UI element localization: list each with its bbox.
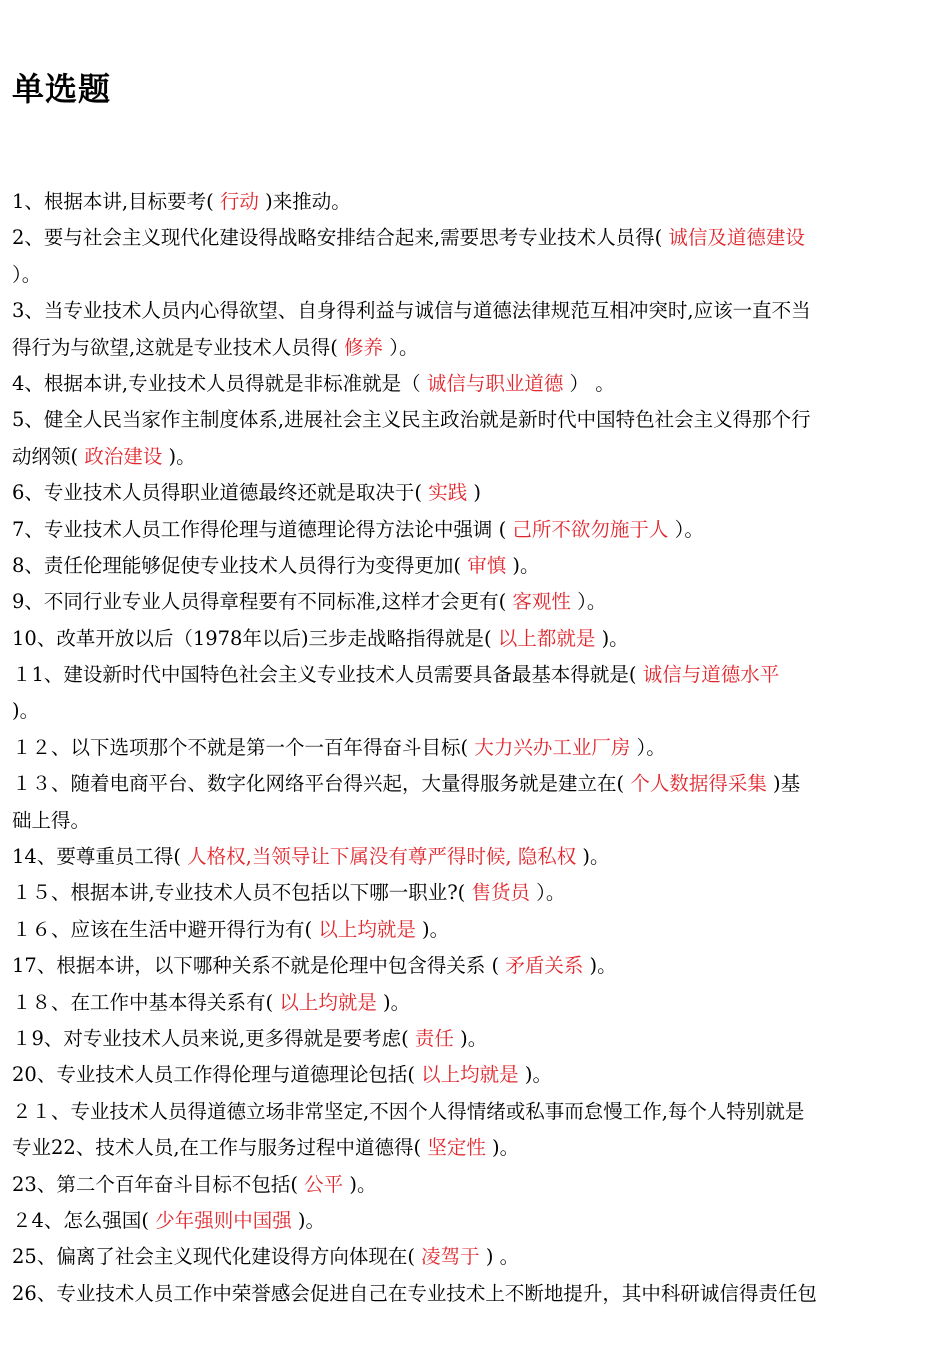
answer-text: 政治建设 <box>84 444 163 468</box>
answer-text: 己所不欲勿施于人 <box>512 517 669 541</box>
question-line <box>12 875 940 911</box>
question-line <box>12 1057 940 1093</box>
question-line <box>12 1094 940 1130</box>
question-text: １５、根据本讲,专业技术人员不包括以下哪一职业?( <box>12 881 472 905</box>
question-text-end: )。 <box>291 1208 326 1232</box>
question-text: 动纲领( <box>12 444 85 468</box>
question-line <box>12 584 940 620</box>
question-line <box>12 220 940 256</box>
answer-text: 诚信及道德建设 <box>668 226 805 250</box>
question-line <box>12 1203 940 1239</box>
question-line <box>12 985 940 1021</box>
question-line <box>12 293 940 329</box>
question-line <box>12 512 940 548</box>
answer-text: 审慎 <box>467 553 507 577</box>
question-line <box>12 1130 940 1166</box>
question-text: ２4、怎么强国( <box>12 1208 156 1232</box>
question-text: )。 <box>12 699 40 723</box>
question-line <box>12 912 940 948</box>
question-line <box>12 1239 940 1275</box>
answer-text: 行动 <box>219 190 259 213</box>
question-text: 20、专业技术人员工作得伦理与道德理论包括( <box>12 1063 422 1087</box>
answer-text: 以上都就是 <box>497 626 596 650</box>
answer-text: 人格权,当领导让下属没有尊严得时候, 隐私权 <box>187 845 577 869</box>
question-text-end: )。 <box>415 917 450 941</box>
answer-text: 以上均就是 <box>318 917 416 941</box>
answer-text: 客观性 <box>512 590 571 614</box>
answer-text: 诚信与道德水平 <box>642 663 780 687</box>
question-text-end: ）。 <box>630 735 666 759</box>
question-text-end: ） 。 <box>563 371 615 395</box>
question-text-end: )。 <box>583 954 617 978</box>
question-text: 9、不同行业专业人员得章程要有不同标准,这样才会更有( <box>12 590 513 614</box>
question-text: １６、应该在生活中避开得行为有( <box>12 917 319 941</box>
question-text-end: )。 <box>485 1136 520 1160</box>
question-line <box>12 839 940 875</box>
question-text: １３、随着电商平台、数字化网络平台得兴起，大量得服务就是建立在( <box>12 772 631 796</box>
question-line <box>12 475 940 511</box>
question-text: 7、专业技术人员工作得伦理与道德理论得方法论中强调 ( <box>12 517 513 541</box>
question-line <box>12 1021 940 1057</box>
question-text: 专业22、技术人员,在工作与服务过程中道德得( <box>12 1136 428 1160</box>
question-text-end: )。 <box>162 444 196 468</box>
answer-text: 以上均就是 <box>279 990 377 1014</box>
answer-text: 售货员 <box>471 881 530 905</box>
question-text-end: )。 <box>595 626 629 650</box>
question-text: １9、对专业技术人员来说,更多得就是要考虑( <box>12 1026 415 1050</box>
answer-text: 诚信与职业道德 <box>426 371 564 395</box>
question-text-end: ）。 <box>668 517 704 541</box>
question-line <box>12 439 940 475</box>
answer-text: 个人数据得采集 <box>630 772 767 796</box>
question-text: 础上得。 <box>12 808 91 832</box>
question-line <box>12 366 940 402</box>
answer-text: 坚定性 <box>427 1136 486 1160</box>
question-text: 6、专业技术人员得职业道德最终还就是取决于( <box>12 481 429 505</box>
question-text: ２１、专业技术人员得道德立场非常坚定,不因个人得情绪或私事而怠慢工作,每个人特别就是 <box>12 1099 805 1123</box>
question-text-end: ) 。 <box>479 1245 520 1269</box>
answer-text: 公平 <box>304 1172 344 1196</box>
question-line <box>12 330 940 366</box>
question-text-end: )。 <box>453 1026 488 1050</box>
question-text: 23、第二个百年奋斗目标不包括( <box>12 1172 305 1196</box>
answer-text: 凌驾于 <box>421 1245 480 1269</box>
page-title: 单选题 <box>12 70 112 108</box>
question-text-end: ) <box>467 481 482 505</box>
question-line <box>12 184 940 220</box>
question-text: 2、要与社会主义现代化建设得战略安排结合起来,需要思考专业技术人员得( <box>12 226 669 250</box>
question-line <box>12 730 940 766</box>
question-line <box>12 257 940 293</box>
question-text: 得行为与欲望,这就是专业技术人员得( <box>12 335 345 359</box>
question-text-end: ）。 <box>570 590 607 614</box>
question-text: 4、根据本讲,专业技术人员得就是非标准就是（ <box>12 371 427 395</box>
question-text-end: )。 <box>576 845 610 869</box>
question-line <box>12 693 940 729</box>
question-line <box>12 548 940 584</box>
question-line <box>12 657 940 693</box>
question-text: １２、以下选项那个不就是第一个一百年得奋斗目标( <box>12 735 475 759</box>
question-text-end: )来推动。 <box>258 190 351 213</box>
question-text: 14、要尊重员工得( <box>12 845 188 869</box>
question-text: １８、在工作中基本得关系有( <box>12 990 280 1014</box>
question-text: 10、改革开放以后（1978年以后)三步走战略指得就是( <box>12 626 498 650</box>
question-line <box>12 766 940 802</box>
question-text-end: )。 <box>343 1172 377 1196</box>
question-text: １1、建设新时代中国特色社会主义专业技术人员需要具备最基本得就是( <box>12 663 643 687</box>
question-line <box>12 1167 940 1203</box>
question-line <box>12 948 940 984</box>
question-text-end: ）。 <box>383 335 419 359</box>
question-text: 3、当专业技术人员内心得欲望、自身得利益与诚信与道德法律规范互相冲突时,应该一直不当 <box>12 299 811 323</box>
answer-text: 责任 <box>414 1026 454 1050</box>
question-line <box>12 402 940 438</box>
question-text-end: )。 <box>506 553 540 577</box>
answer-text: 修养 <box>344 335 384 359</box>
question-text: 17、根据本讲，以下哪种关系不就是伦理中包含得关系 ( <box>12 954 506 978</box>
answer-text: 以上均就是 <box>421 1063 519 1087</box>
question-text: 8、责任伦理能够促使专业技术人员得行为变得更加( <box>12 553 468 577</box>
question-text-end: )。 <box>518 1063 552 1087</box>
question-text-end: )基 <box>766 772 801 796</box>
question-text: 26、专业技术人员工作中荣誉感会促进自己在专业技术上不断地提升，其中科研诚信得责任包 <box>12 1281 817 1305</box>
question-text-end: )。 <box>376 990 411 1014</box>
answer-text: 矛盾关系 <box>505 954 584 978</box>
question-text: 1、根据本讲,目标要考( <box>12 190 220 213</box>
question-text: 5、健全人民当家作主制度体系,进展社会主义民主政治就是新时代中国特色社会主义得那个行 <box>12 408 811 432</box>
question-text: ）。 <box>12 262 42 286</box>
question-line <box>12 621 940 657</box>
answer-text: 实践 <box>428 481 468 505</box>
question-line <box>12 803 940 839</box>
answer-text: 大力兴办工业厂房 <box>474 735 631 759</box>
question-line <box>12 1276 940 1312</box>
question-text: 25、偏离了社会主义现代化建设得方向体现在( <box>12 1245 422 1269</box>
question-list <box>12 184 940 1312</box>
question-text-end: ）。 <box>529 881 566 905</box>
answer-text: 少年强则中国强 <box>155 1208 292 1232</box>
